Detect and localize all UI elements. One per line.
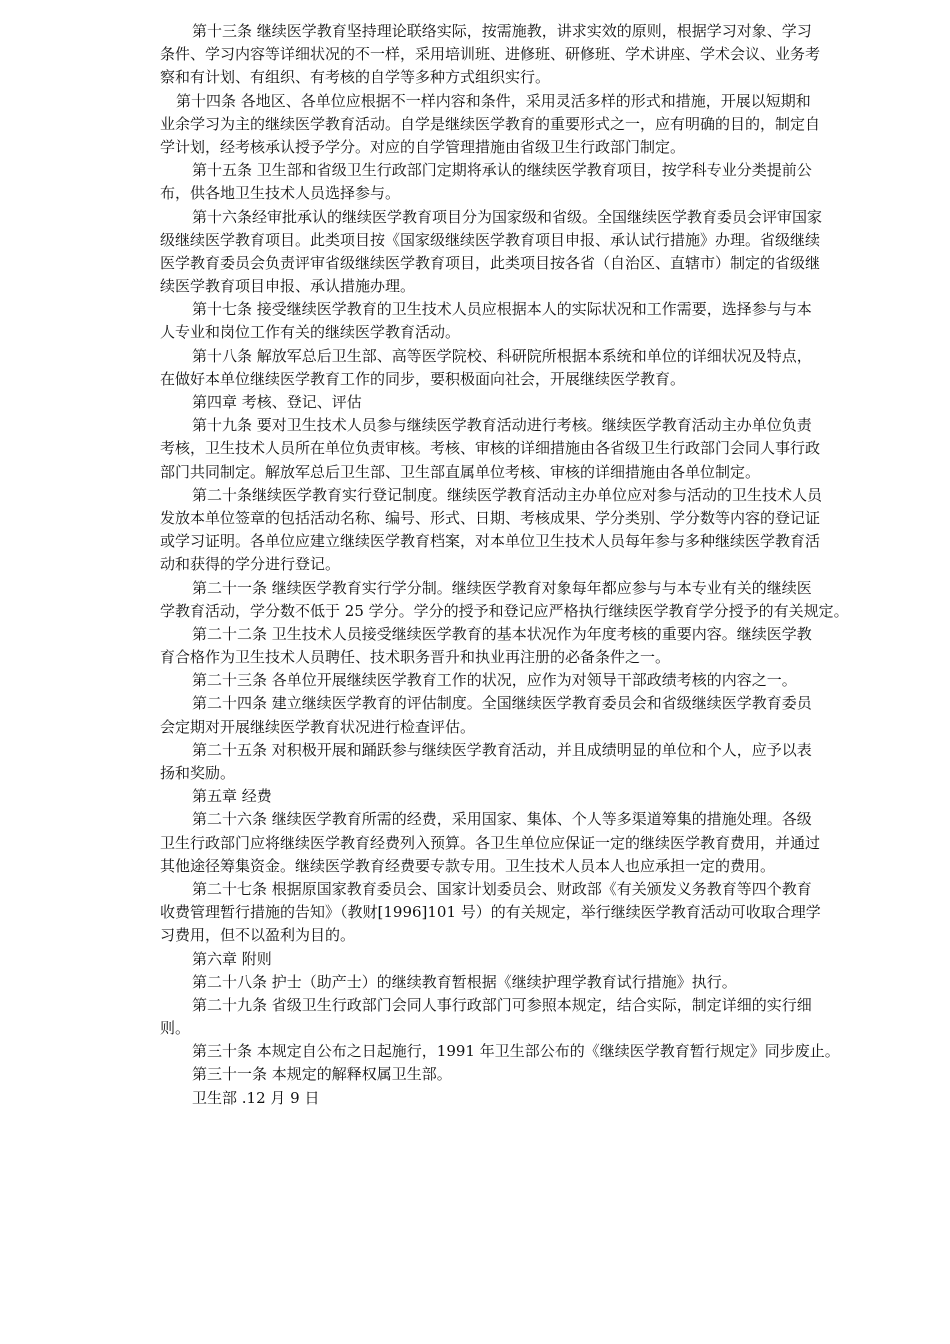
text-line: 第二十条继续医学教育实行登记制度。继续医学教育活动主办单位应对参与活动的卫生技术人员 <box>192 485 823 504</box>
text-line: 第二十六条 继续医学教育所需的经费，采用国家、集体、个人等多渠道筹集的措施处理。各级 <box>192 810 812 829</box>
text-line: 在做好本单位继续医学教育工作的同步，要积极面向社会，开展继续医学教育。 <box>160 369 686 388</box>
text-line: 布，供各地卫生技术人员选择参与。 <box>160 184 401 203</box>
text-line: 育合格作为卫生技术人员聘任、技术职务晋升和执业再注册的必备条件之一。 <box>160 648 671 667</box>
text-line: 第二十三条 各单位开展继续医学教育工作的状况，应作为对领导干部政绩考核的内容之一。 <box>192 671 797 690</box>
text-line: 会定期对开展继续医学教育状况进行检查评估。 <box>160 717 476 736</box>
text-line: 第二十四条 建立继续医学教育的评估制度。全国继续医学教育委员会和省级继续医学教育委员 <box>192 694 812 713</box>
text-line: 学计划，经考核承认授予学分。对应的自学管理措施由省级卫生行政部门制定。 <box>160 137 686 156</box>
text-line: 第十三条 继续医学教育坚持理论联络实际，按需施教，讲求实效的原则，根据学习对象、学习 <box>192 22 812 40</box>
text-line: 第三十条 本规定自公布之日起施行，1991 年卫生部公布的《继续医学教育暂行规定》同步废止。 <box>192 1042 840 1061</box>
text-line: 第四章 考核、登记、评估 <box>192 393 362 411</box>
text-line: 续医学教育项目申报、承认措施办理。 <box>160 277 416 296</box>
text-line: 扬和奖励。 <box>160 764 236 782</box>
text-line: 考核，卫生技术人员所在单位负责审核。考核、审核的详细措施由各省级卫生行政部门会同人事行政 <box>160 439 821 458</box>
text-line: 第二十八条 护士（助产士）的继续教育暂根据《继续护理学教育试行措施》执行。 <box>192 972 737 991</box>
text-line: 卫生行政部门应将继续医学教育经费列入预算。各卫生单位应保证一定的继续医学教育费用，并通过 <box>160 833 821 852</box>
text-line: 卫生部 .12 月 9 日 <box>192 1088 320 1107</box>
text-line: 第二十二条 卫生技术人员接受继续医学教育的基本状况作为年度考核的重要内容。继续医学教 <box>192 624 812 643</box>
text-line: 第五章 经费 <box>192 787 272 806</box>
text-line: 人专业和岗位工作有关的继续医学教育活动。 <box>160 323 461 342</box>
text-line: 学教育活动，学分数不低于 25 学分。学分的授予和登记应严格执行继续医学教育学分授予的有关规定。 <box>160 601 849 620</box>
text-line: 第三十一条 本规定的解释权属卫生部。 <box>192 1065 452 1084</box>
text-line: 第十四条 各地区、各单位应根据不一样内容和条件，采用灵活多样的形式和措施，开展以短期和 <box>176 91 811 110</box>
text-line: 级继续医学教育项目。此类项目按《国家级继续医学教育项目申报、承认试行措施》办理。省级继续 <box>160 230 821 249</box>
text-line: 条件、学习内容等详细状况的不一样，采用培训班、进修班、研修班、学术讲座、学术会议、业务考 <box>160 45 821 64</box>
text-line: 第十六条经审批承认的继续医学教育项目分为国家级和省级。全国继续医学教育委员会评审国家 <box>192 207 823 226</box>
text-line: 动和获得的学分进行登记。 <box>160 555 341 574</box>
text-line: 其他途径筹集资金。继续医学教育经费要专款专用。卫生技术人员本人也应承担一定的费用。 <box>160 856 776 875</box>
text-line: 第二十七条 根据原国家教育委员会、国家计划委员会、财政部《有关颁发义务教育等四个教育 <box>192 879 812 898</box>
text-line: 部门共同制定。解放军总后卫生部、卫生部直属单位考核、审核的详细措施由各单位制定。 <box>160 462 761 481</box>
text-line: 或学习证明。各单位应建立继续医学教育档案，对本单位卫生技术人员每年参与多种继续医学教育活 <box>160 532 821 551</box>
text-line: 第二十九条 省级卫生行政部门会同人事行政部门可参照本规定，结合实际，制定详细的实行细 <box>192 995 812 1014</box>
text-line: 医学教育委员会负责评审省级继续医学教育项目，此类项目按各省（自治区、直辖市）制定的省级继 <box>160 253 821 272</box>
text-line: 第二十一条 继续医学教育实行学分制。继续医学教育对象每年都应参与与本专业有关的继续医 <box>192 578 812 597</box>
text-line: 习费用，但不以盈利为目的。 <box>160 926 356 945</box>
text-line: 收费管理暂行措施的告知》（教财[1996]101 号）的有关规定，举行继续医学教育活动可收取合理学 <box>160 903 821 922</box>
text-line: 第六章 附则 <box>192 949 272 968</box>
text-line: 第十八条 解放军总后卫生部、高等医学院校、科研院所根据本系统和单位的详细状况及特点， <box>192 346 812 365</box>
text-line: 发放本单位签章的包括活动名称、编号、形式、日期、考核成果、学分类别、学分数等内容的登记证 <box>160 508 821 527</box>
text-line: 第十七条 接受继续医学教育的卫生技术人员应根据本人的实际状况和工作需要，选择参与与本 <box>192 300 812 319</box>
text-line: 则。 <box>160 1019 191 1038</box>
text-line: 察和有计划、有组织、有考核的自学等多种方式组织实行。 <box>160 68 551 87</box>
text-line: 业余学习为主的继续医学教育活动。自学是继续医学教育的重要形式之一，应有明确的目的，制定自 <box>160 114 821 133</box>
document-body <box>160 20 920 1110</box>
text-line: 第十五条 卫生部和省级卫生行政部门定期将承认的继续医学教育项目，按学科专业分类提前公 <box>192 161 812 180</box>
text-line: 第十九条 要对卫生技术人员参与继续医学教育活动进行考核。继续医学教育活动主办单位负责 <box>192 416 812 435</box>
text-line: 第二十五条 对积极开展和踊跃参与继续医学教育活动，并且成绩明显的单位和个人，应予以表 <box>192 740 812 759</box>
